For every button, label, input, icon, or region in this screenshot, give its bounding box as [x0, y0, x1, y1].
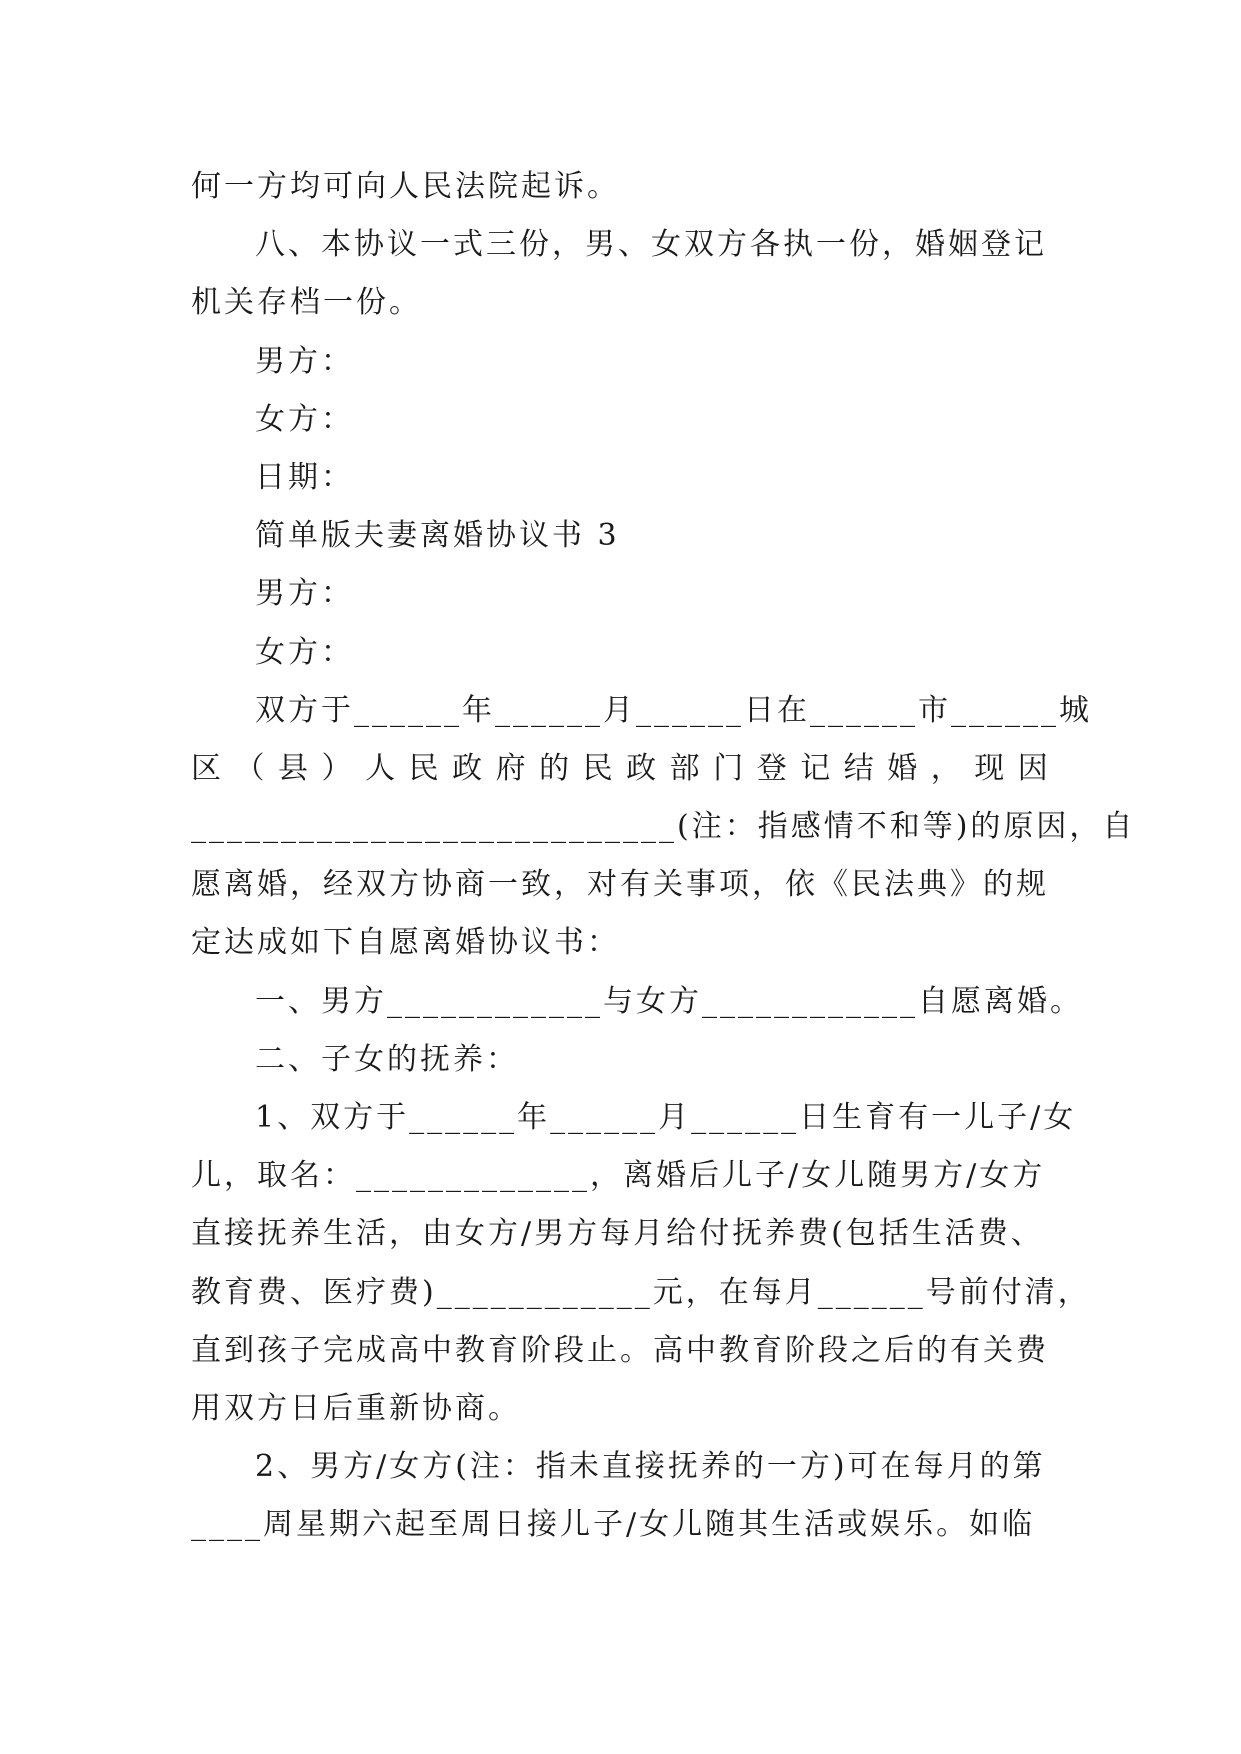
document-body [191, 158, 1136, 1555]
signature-date-label: 日期： [255, 459, 354, 495]
char: 区 [191, 750, 224, 786]
text-line: 直到孩子完成高中教育阶段止。高中教育阶段之后的有关费 [191, 1332, 1049, 1368]
char: 县 [278, 750, 312, 786]
text-line: 教育费、医疗费)____________元，在每月______号前付清， [191, 1274, 1091, 1310]
char: 部 [669, 750, 703, 786]
text-line: 用双方日后重新协商。 [191, 1390, 521, 1426]
text-line: 儿，取名：_____________，离婚后儿子/女儿随男方/女方 [191, 1158, 1046, 1194]
text-line: 八、本协议一式三份，男、女双方各执一份，婚姻登记 [255, 227, 1047, 263]
char: 因 [1017, 750, 1051, 786]
section-title: 简单版夫妻离婚协议书 3 [255, 518, 620, 554]
signature-male-label: 男方： [255, 343, 354, 379]
text-line: 1、双方于______年______月______日生育有一儿子/女 [255, 1100, 1077, 1135]
char: 府 [495, 750, 529, 786]
char: 结 [843, 750, 877, 786]
clause-1: 一、男方____________与女方____________自愿离婚。 [255, 983, 1083, 1019]
text-line: 2、男方/女方(注：指未直接抚养的一方)可在每月的第 [255, 1449, 1046, 1485]
char: （ [234, 750, 268, 786]
char: ， [930, 750, 964, 786]
text-line: 愿离婚，经双方协商一致，对有关事项，依《民法典》的规 [191, 867, 1049, 903]
signature-female-label: 女方： [255, 401, 354, 437]
text-line-justified [191, 740, 1051, 798]
char: 民 [582, 750, 616, 786]
char: 人 [365, 750, 399, 786]
text-line: ___________________________(注：指感情不和等)的原因，自 [191, 809, 1136, 845]
text-line: 何一方均可向人民法院起诉。 [191, 169, 620, 204]
char: 登 [756, 750, 790, 786]
char: 的 [539, 750, 573, 786]
text-line: 直接抚养生活，由女方/男方每月给付抚养费(包括生活费、 [191, 1216, 1044, 1252]
text-line: 定达成如下自愿离婚协议书： [191, 925, 620, 961]
char: 政 [626, 750, 660, 786]
char: 政 [452, 750, 486, 786]
char: 记 [800, 750, 834, 786]
char: ） [321, 750, 355, 786]
char: 民 [408, 750, 442, 786]
text-line: ____周星期六起至周日接儿子/女儿随其生活或娱乐。如临 [191, 1507, 1036, 1543]
text-line: 双方于______年______月______日在______市______城 [255, 692, 1092, 728]
party-male-label: 男方： [255, 576, 354, 612]
clause-2-heading: 二、子女的抚养： [255, 1041, 519, 1077]
char: 婚 [887, 750, 921, 786]
char: 现 [974, 750, 1008, 786]
party-female-label: 女方： [255, 634, 354, 670]
char: 门 [713, 750, 747, 786]
text-line: 机关存档一份。 [191, 285, 422, 321]
